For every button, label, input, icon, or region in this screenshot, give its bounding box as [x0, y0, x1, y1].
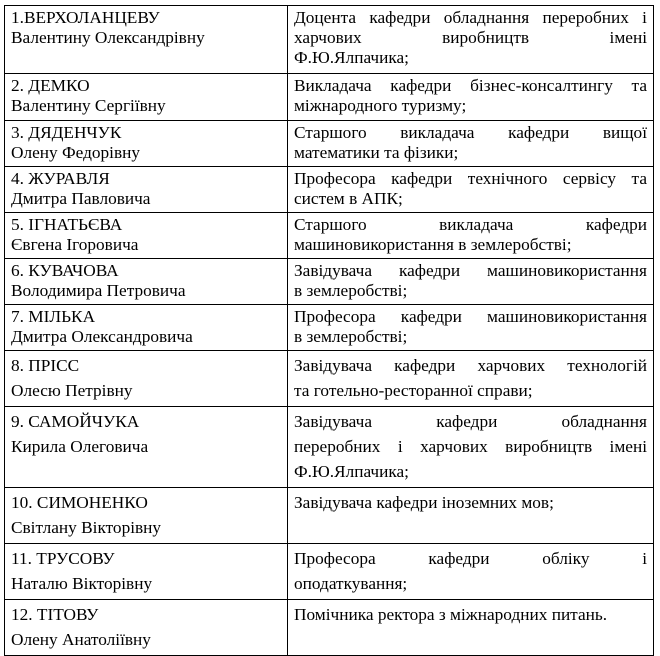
staff-table — [4, 5, 654, 656]
person-name: 7. МІЛЬКА — [11, 307, 96, 326]
position-cell — [288, 305, 654, 351]
person-cell — [5, 167, 288, 213]
person-given-names: Світлану Вікторівну — [11, 518, 162, 537]
table-row — [5, 121, 654, 167]
person-name: 11. ТРУСОВУ — [11, 549, 115, 568]
person-given-names: Валентину Сергіївну — [11, 96, 166, 115]
position-cell — [288, 6, 654, 74]
person-cell — [5, 488, 288, 544]
position-text-line: в землеробстві; — [294, 281, 408, 300]
position-text-line: харчових виробництв імені — [294, 28, 647, 47]
person-name: 1.ВЕРХОЛАНЦЕВУ — [11, 8, 160, 27]
person-given-names: Олену Анатоліївну — [11, 630, 151, 649]
position-text-line: Завідувача кафедри машиновикористання — [294, 261, 647, 280]
position-text-line: систем в АПК; — [294, 189, 403, 208]
person-name: 8. ПРІСС — [11, 356, 80, 375]
position-text-line: машиновикористання в землеробстві; — [294, 235, 572, 254]
person-given-names: Кирила Олеговича — [11, 437, 149, 456]
person-name: 4. ЖУРАВЛЯ — [11, 169, 110, 188]
person-given-names: Дмитра Олександровича — [11, 327, 193, 346]
person-cell — [5, 600, 288, 656]
person-name: 3. ДЯДЕНЧУК — [11, 123, 122, 142]
position-text-line: Професора кафедри машиновикористання — [294, 307, 647, 326]
person-given-names: Євгена Ігоровича — [11, 235, 139, 254]
position-text-line: оподаткування; — [294, 574, 408, 593]
position-cell — [288, 351, 654, 407]
person-cell — [5, 351, 288, 407]
person-given-names: Валентину Олександрівну — [11, 28, 205, 47]
table-row — [5, 544, 654, 600]
position-text-line: Викладача кафедри бізнес-консалтингу та — [294, 76, 647, 95]
position-text-line: в землеробстві; — [294, 327, 408, 346]
position-text-line: Завідувача кафедри іноземних мов; — [294, 493, 554, 512]
position-text-line: Завідувача кафедри обладнання — [294, 412, 647, 431]
person-cell — [5, 305, 288, 351]
position-text-line: Старшого викладача кафедри — [294, 215, 647, 234]
position-cell — [288, 259, 654, 305]
position-cell — [288, 74, 654, 121]
position-text-line: переробних і харчових виробництв імені — [294, 437, 647, 456]
table-row — [5, 407, 654, 488]
position-cell — [288, 488, 654, 544]
person-name: 6. КУВАЧОВА — [11, 261, 119, 280]
position-text-line: Старшого викладача кафедри вищої — [294, 123, 647, 142]
table-row — [5, 167, 654, 213]
person-cell — [5, 407, 288, 488]
position-text-line: Професора кафедри технічного сервісу та — [294, 169, 647, 188]
table-row — [5, 351, 654, 407]
person-given-names: Володимира Петровича — [11, 281, 186, 300]
position-text-line: Завідувача кафедри харчових технологій — [294, 356, 647, 375]
person-name: 10. СИМОНЕНКО — [11, 493, 148, 512]
person-name: 5. ІГНАТЬЄВА — [11, 215, 123, 234]
position-text-line: міжнародного туризму; — [294, 96, 467, 115]
table-row — [5, 488, 654, 544]
person-cell — [5, 259, 288, 305]
position-text-line: математики та фізики; — [294, 143, 459, 162]
person-name: 12. ТІТОВУ — [11, 605, 99, 624]
person-given-names: Наталю Вікторівну — [11, 574, 153, 593]
position-cell — [288, 407, 654, 488]
table-row — [5, 600, 654, 656]
person-given-names: Дмитра Павловича — [11, 189, 151, 208]
position-text-line: та готельно-ресторанної справи; — [294, 381, 533, 400]
position-text-line: Помічника ректора з міжнародних питань. — [294, 605, 608, 624]
position-text-line: Професора кафедри обліку і — [294, 549, 647, 568]
person-given-names: Олесю Петрівну — [11, 381, 133, 400]
position-text-line: Ф.Ю.Ялпачика; — [294, 48, 409, 67]
table-row — [5, 213, 654, 259]
staff-table-body — [5, 6, 654, 656]
person-cell — [5, 213, 288, 259]
person-cell — [5, 6, 288, 74]
table-row — [5, 6, 654, 74]
table-row — [5, 305, 654, 351]
person-name: 2. ДЕМКО — [11, 76, 90, 95]
table-row — [5, 74, 654, 121]
position-cell — [288, 600, 654, 656]
person-cell — [5, 121, 288, 167]
position-cell — [288, 167, 654, 213]
position-cell — [288, 213, 654, 259]
table-row — [5, 259, 654, 305]
position-cell — [288, 121, 654, 167]
person-given-names: Олену Федорівну — [11, 143, 141, 162]
position-text-line: Доцента кафедри обладнання переробних і — [294, 8, 647, 27]
position-cell — [288, 544, 654, 600]
position-text-line: Ф.Ю.Ялпачика; — [294, 462, 409, 481]
person-cell — [5, 544, 288, 600]
person-cell — [5, 74, 288, 121]
person-name: 9. САМОЙЧУКА — [11, 412, 140, 431]
